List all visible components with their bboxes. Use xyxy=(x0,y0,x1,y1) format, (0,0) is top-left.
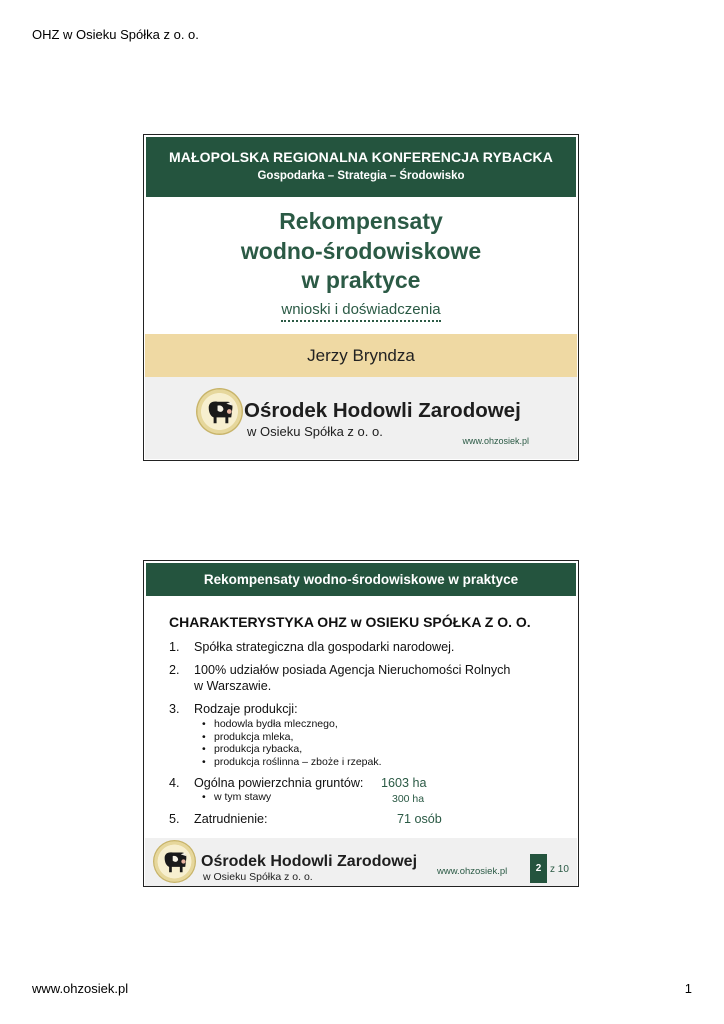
list-item xyxy=(169,662,569,694)
footer-url[interactable]: www.ohzosiek.pl xyxy=(32,981,129,996)
item-number: 1. xyxy=(169,640,180,654)
org-name: Ośrodek Hodowli Zarodowej xyxy=(244,399,521,422)
slide2-banner: Rekompensaty wodno-środowiskowe w praktyce xyxy=(146,563,576,596)
slide2-footer xyxy=(145,838,577,886)
characteristics-list xyxy=(169,639,569,834)
website-link[interactable]: www.ohzosiek.pl xyxy=(437,866,508,877)
title-line-3: w praktyce xyxy=(301,267,421,293)
sub-item: • produkcja rybacka, xyxy=(202,743,569,756)
item-text: Spółka strategiczna dla gospodarki narodowej. xyxy=(194,640,455,654)
page-number: 1 xyxy=(684,981,692,996)
item-text: Rodzaje produkcji: xyxy=(194,702,298,716)
presentation-subtitle xyxy=(144,301,578,322)
sub-item: • produkcja mleka, xyxy=(202,731,569,744)
org-name: Ośrodek Hodowli Zarodowej xyxy=(201,853,418,870)
sub-item: • produkcja roślinna – zboże i rzepak. xyxy=(202,756,569,769)
slide-number: 2 xyxy=(530,854,547,883)
item-text: Ogólna powierzchnia gruntów: xyxy=(194,776,364,790)
list-item xyxy=(169,639,569,655)
list-item xyxy=(169,811,569,827)
sub-item: • hodowla bydła mlecznego, xyxy=(202,718,569,731)
item-number: 4. xyxy=(169,776,180,790)
conference-title: MAŁOPOLSKA REGIONALNA KONFERENCJA RYBACKA xyxy=(169,149,553,165)
item-number: 3. xyxy=(169,702,180,716)
title-line-1: Rekompensaty xyxy=(279,208,443,234)
slide1-banner xyxy=(146,137,576,197)
total-area-value: 1603 ha xyxy=(381,776,427,790)
conference-subtitle: Gospodarka – Strategia – Środowisko xyxy=(257,170,465,182)
ponds-area-value: 300 ha xyxy=(392,793,425,805)
sub-item: • w tym stawy xyxy=(202,791,569,804)
title-line-2: wodno-środowiskowe xyxy=(240,237,482,264)
subtitle-text: wnioski i doświadczenia xyxy=(281,301,440,322)
website-link[interactable]: www.ohzosiek.pl xyxy=(462,436,529,446)
slide-1 xyxy=(143,134,579,461)
slide-2 xyxy=(143,560,579,887)
page-header: OHZ w Osieku Spółka z o. o. xyxy=(32,27,199,42)
cow-logo-icon xyxy=(196,388,243,435)
item-text: 100% udziałów posiada Agencja Nieruchomości Rolnych xyxy=(194,663,511,677)
list-item xyxy=(169,775,569,804)
org-subtitle: w Osieku Spółka z o. o. xyxy=(247,424,383,439)
org-subtitle: w Osieku Spółka z o. o. xyxy=(203,871,313,883)
employment-value: 71 osób xyxy=(397,811,442,826)
item-text: Zatrudnienie: xyxy=(194,811,268,826)
slide2-heading: CHARAKTERYSTYKA OHZ w OSIEKU SPÓŁKA Z O. O. xyxy=(169,614,531,630)
list-item xyxy=(169,701,569,768)
author-name: Jerzy Bryndza xyxy=(145,334,577,377)
item-number: 5. xyxy=(169,811,180,826)
item-number: 2. xyxy=(169,663,180,677)
slide-total: z 10 xyxy=(550,864,569,875)
production-types xyxy=(194,718,569,768)
presentation-title xyxy=(144,207,578,296)
slide1-footer xyxy=(145,377,577,459)
cow-logo-icon xyxy=(153,840,196,883)
item-text-continued: w Warszawie. xyxy=(194,679,272,693)
